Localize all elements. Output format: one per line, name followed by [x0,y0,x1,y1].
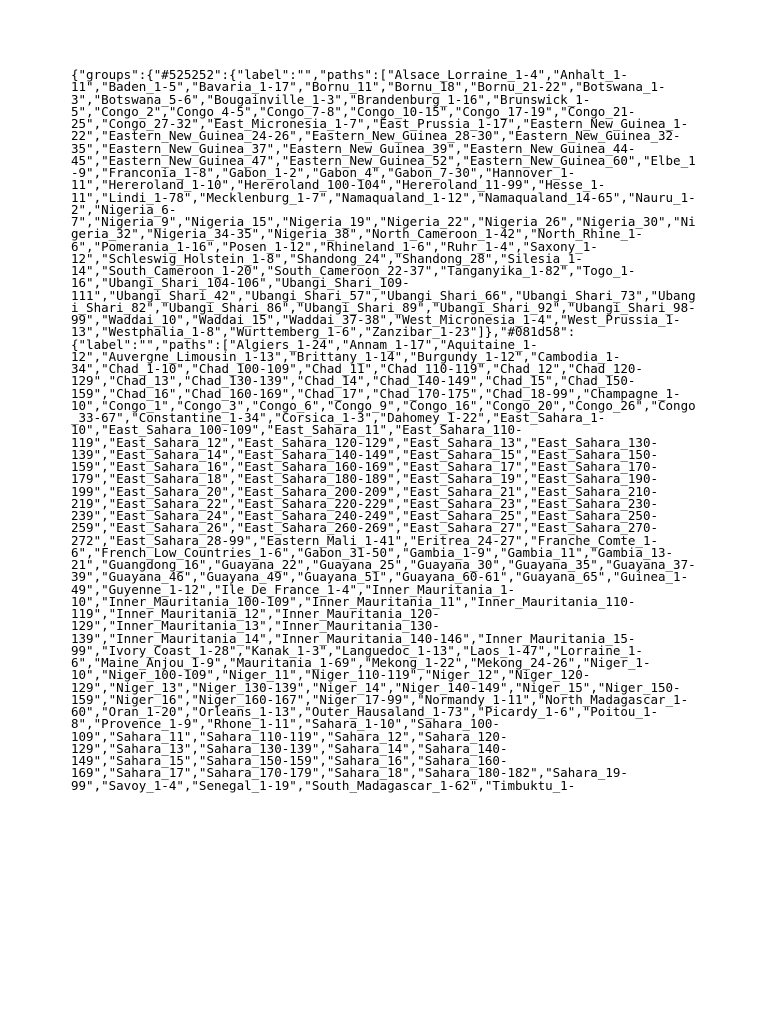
text-line: 10","Niger_100-109","Niger_11","Niger_110-119","Niger_12","Niger_120- [71,667,591,683]
text-line: 14","South_Cameroon_1-20","South_Cameroon_22-37","Tanganyika_1-82","Togo_1- [71,263,636,278]
text-line: 10","East_Sahara_100-109","East_Sahara_11","East_Sahara_110- [71,422,523,438]
text-line: 129","Sahara_13","Sahara_130-139","Sahara_14","Sahara_140- [71,740,508,756]
text-line: 34","Chad_1-10","Chad_100-109","Chad_11","Chad_110-119","Chad_12","Chad_120- [71,361,643,376]
text-line: 11","Hereroland_1-10","Hereroland_100-104","Hereroland_11-99","Hesse_1- [71,177,606,193]
text-line: 49","Guyenne_1-12","Ile_De_France_1-4","Inner_Mauritania_1- [71,581,516,597]
text-line: 10","Inner_Mauritania_100-109","Inner_Mauritania_11","Inner_Mauritania_110- [71,593,636,609]
text-line: 139","East_Sahara_14","East_Sahara_140-149","East_Sahara_15","East_Sahara_150- [71,446,658,462]
text-line: 149","Sahara_15","Sahara_150-159","Sahara_16","Sahara_160- [71,753,508,768]
text-line: 25","Congo_27-32","East_Micronesia_1-7","East_Prussia_1-17","Eastern_New_Guinea_1- [71,116,689,131]
text-line: 3","Botswana_5-6","Bougainville_1-3","Brandenburg_1-16","Brunswick_1- [71,91,591,107]
text-line: {"label":"","paths":["Algiers_1-24","Annam_1-17","Aquitaine_1- [71,336,538,352]
text-line: _33-67","Constantine_1-34","Corsica_1-3","Dahomey_1-22","East_Sahara_1- [71,410,606,425]
text-line: 11","Baden_1-5","Bavaria_1-17","Bornu_11","Bornu_18","Bornu_21-22","Botswana_1- [71,79,666,95]
text-line: 21","Guangdong_16","Guayana_22","Guayana_25","Guayana_30","Guayana_35","Guayana_37- [71,557,696,572]
text-line: 7","Nigeria_9","Nigeria_15","Nigeria_19","Nigeria_22","Nigeria_26","Nigeria_30","Ni [71,214,696,229]
text-line: 109","Sahara_11","Sahara_110-119","Sahara_12","Sahara_120- [71,728,508,744]
text-line: 12","Auvergne_Limousin_1-13","Brittany_1-14","Burgundy_1-12","Cambodia_1- [71,348,621,364]
text-line: 129","Inner_Mauritania_13","Inner_Mauritania_130- [71,618,440,634]
text-line: 10","Congo_1","Congo_3","Congo_6","Congo_9","Congo_16","Congo_20","Congo_26","Congo [71,397,696,413]
text-line: i_Shari_82","Ubangi_Shari_86","Ubangi_Shari_89","Ubangi_Shari_92","Ubangi_Shari_98- [71,299,696,315]
text-line: 119","East_Sahara_12","East_Sahara_120-129","East_Sahara_13","East_Sahara_130- [71,434,658,450]
text-line: 2","Nigeria_6- [71,201,177,217]
text-line: 16","Ubangi_Shari_104-106","Ubangi_Shari_109- [71,275,410,291]
text-line: 129","Niger_13","Niger_130-139","Niger_14","Niger_140-149","Niger_15","Niger_150- [71,679,681,695]
text-line: 35","Eastern_New_Guinea_37","Eastern_New_Guinea_39","Eastern_New_Guinea_44- [71,140,636,156]
text-line: 12","Schleswig_Holstein_1-8","Shandong_24","Shandong_28","Silesia_1- [71,250,583,266]
text-line: 45","Eastern_New_Guinea_47","Eastern_New_Guinea_52","Eastern_New_Guinea_60","Elbe_1 [71,152,696,168]
text-line: 99","Ivory_Coast_1-28","Kanak_1-3","Languedoc_1-13","Laos_1-47","Lorraine_1- [71,642,643,658]
text-line: 111","Ubangi_Shari_42","Ubangi_Shari_57","Ubangi_Shari_66","Ubangi_Shari_73","Ubang [71,287,696,303]
text-line: 22","Eastern_New_Guinea_24-26","Eastern_New_Guinea_28-30","Eastern_New_Guinea_32- [71,128,681,144]
text-line: 6","French_Low_Countries_1-6","Gabon_31-50","Gambia_1-9","Gambia_11","Gambia_13- [71,544,674,560]
text-line: 259","East_Sahara_26","East_Sahara_260-269","East_Sahara_27","East_Sahara_270- [71,520,658,536]
text-line: 159","Chad_16","Chad_160-169","Chad_17","Chad_170-175","Chad_18-99","Champagne_1- [71,385,681,401]
text-line: 99","Savoy_1-4","Senegal_1-19","South_Madagascar_1-62","Timbuktu_1- [71,777,576,793]
text-line: 39","Guayana_46","Guayana_49","Guayana_51","Guayana_60-61","Guayana_65","Guinea_1- [71,569,689,585]
text-line: 5","Congo_2","Congo_4-5","Congo_7-8","Congo_10-15","Congo_17-19","Congo_21- [71,103,636,119]
text-line: 219","East_Sahara_22","East_Sahara_220-229","East_Sahara_23","East_Sahara_230- [71,495,658,511]
text-line: 8","Provence_1-9","Rhone_1-11","Sahara_1-10","Sahara_100- [71,716,500,732]
text-line: 99","Waddai_10","Waddai_15","Waddai_37-38","West_Micronesia_1-4","West_Prussia_1- [71,312,681,327]
text-line: 13","Westphalia_1-8","Wurttemberg_1-6","Zanzibar_1-23"]},"#081d58": [71,324,576,340]
text-line: 272","East_Sahara_28-99","Eastern_Mali_1-41","Eritrea_24-27","Franche_Comte_1- [71,532,658,548]
text-line: 169","Sahara_17","Sahara_170-179","Sahara_18","Sahara_180-182","Sahara_19- [71,765,628,781]
text-line: 60","Oran_1-20","Orleans_1-13","Outer_Hausaland_1-73","Picardy_1-6","Poitou_1- [71,704,658,719]
text-line: -9","Franconia_1-8","Gabon_1-2","Gabon_4","Gabon_7-30","Hannover_1- [71,165,576,180]
text-line: {"groups":{"#525252":{"label":"","paths":["Alsace_Lorraine_1-4","Anhalt_1- [71,67,628,82]
text-line: 199","East_Sahara_20","East_Sahara_200-209","East_Sahara_21","East_Sahara_210- [71,483,658,499]
text-line: 239","East_Sahara_24","East_Sahara_240-249","East_Sahara_25","East_Sahara_250- [71,508,658,523]
json-text-body [71,69,701,792]
text-line: 129","Chad_13","Chad_130-139","Chad_14","Chad_140-149","Chad_15","Chad_150- [71,373,636,389]
text-line: geria_32","Nigeria_34-35","Nigeria_38","North_Cameroon_1-42","North_Rhine_1- [71,226,643,242]
text-line: 6","Maine_Anjou_1-9","Mauritania_1-69","Mekong_1-22","Mekong_24-26","Niger_1- [71,655,651,670]
text-line: 179","East_Sahara_18","East_Sahara_180-189","East_Sahara_19","East_Sahara_190- [71,471,658,487]
text-line: 159","East_Sahara_16","East_Sahara_160-169","East_Sahara_17","East_Sahara_170- [71,459,658,474]
text-line: 119","Inner_Mauritania_12","Inner_Mauritania_120- [71,606,440,621]
text-line: 139","Inner_Mauritania_14","Inner_Mauritania_140-146","Inner_Mauritania_15- [71,630,636,646]
text-line: 11","Lindi_1-78","Mecklenburg_1-7","Namaqualand_1-12","Namaqualand_14-65","Nauru_1- [71,189,696,205]
text-line: 6","Pomerania_1-16","Posen_1-12","Rhineland_1-6","Ruhr_1-4","Saxony_1- [71,238,598,254]
text-line: 159","Niger_16","Niger_160-167","Niger_17-99","Normandy_1-11","North_Madagascar_1- [71,691,689,707]
